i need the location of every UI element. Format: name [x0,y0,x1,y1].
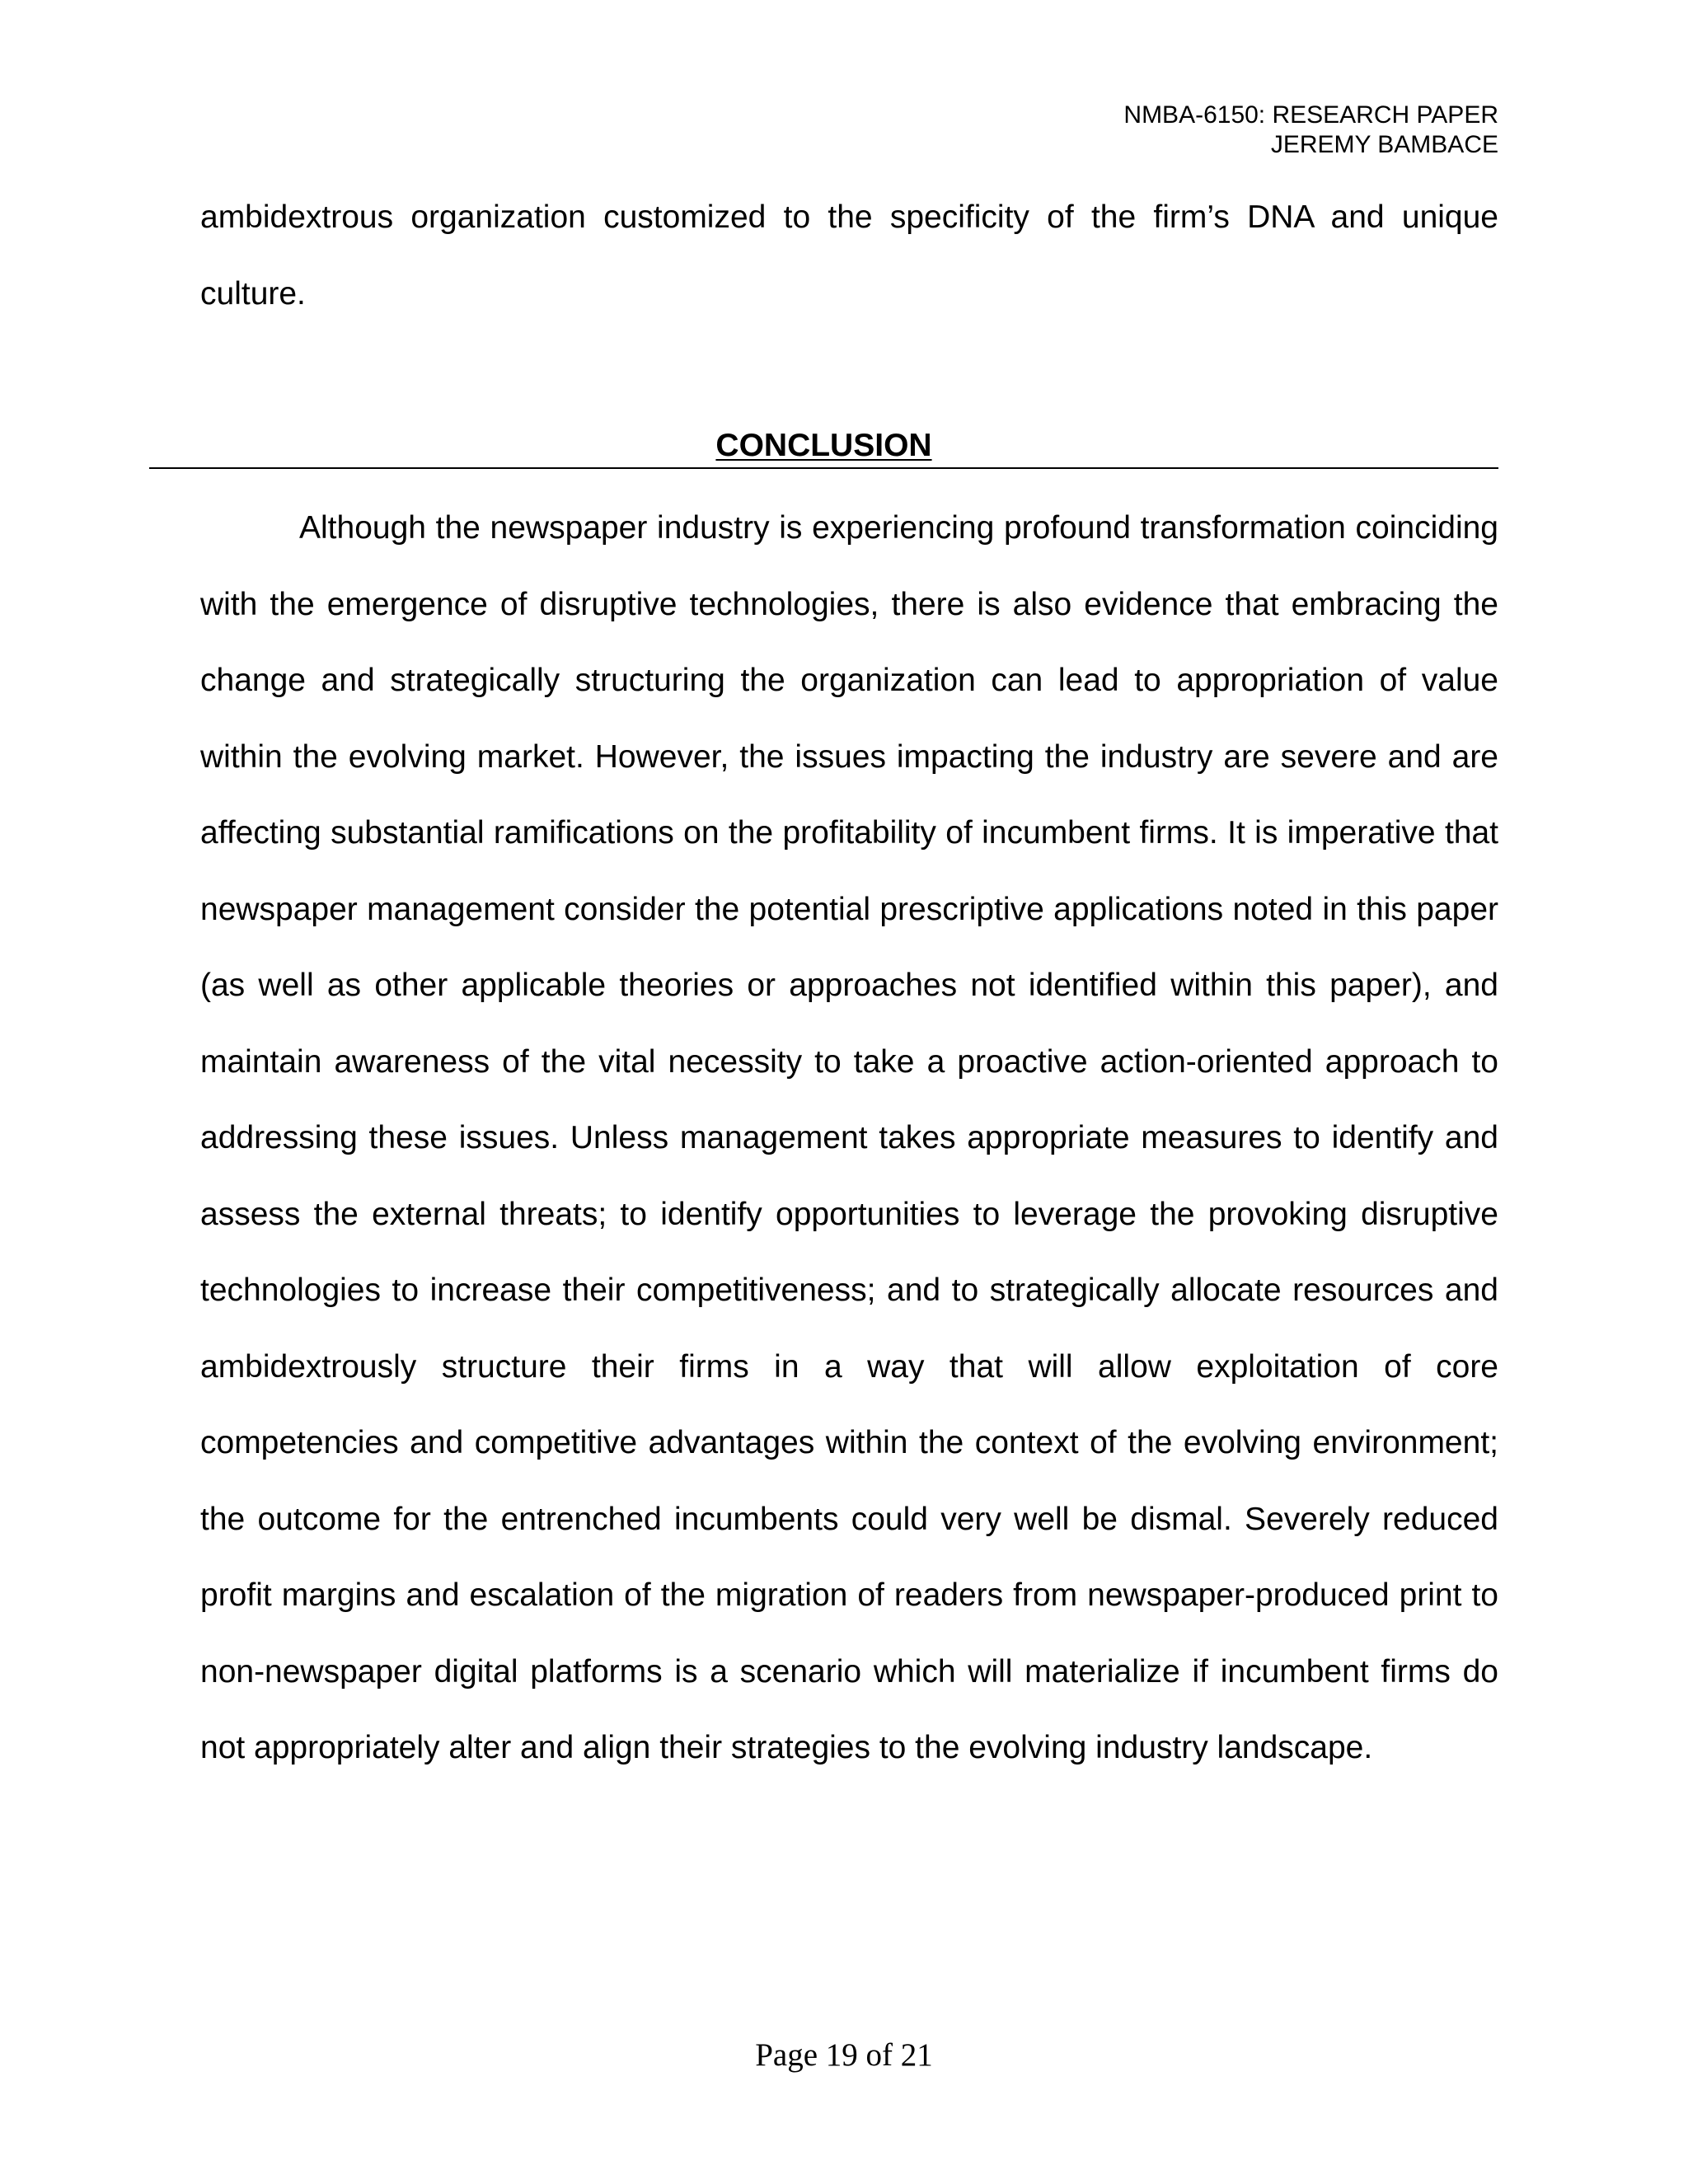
section-heading-text: CONCLUSION [715,428,932,463]
page-number: Page 19 of 21 [755,2037,933,2073]
conclusion-paragraph: Although the newspaper industry is experiencing profound transformation coinciding with the emergence of disruptive technologies, there is also evidence that embracing the change and strategically structuring the organization can lead to appropriation of value within the evolving market. However, the issues impacting the industry are severe and are affecting substantial ramifications on the profitability of incumbent firms. It is imperative that newspaper management consider the potential prescriptive applications noted in this paper (as well as other applicable theories or approaches not identified within this paper), and maintain awareness of the vital necessity to take a proactive action-oriented approach to addressing these issues. Unless management takes appropriate measures to identify and assess the external threats; to identify opportunities to leverage the provoking disruptive technologies to increase their competitiveness; and to strategically allocate resources and ambidextrously structure their firms in a way that will allow exploitation of core competencies and competitive advantages within the context of the evolving environment; the outcome for the entrenched incumbents could very well be dismal. Severely reduced profit margins and escalation of the migration of readers from newspaper-produced print to non-newspaper digital platforms is a scenario which will materialize if incumbent firms do not appropriately alter and align their strategies to the evolving industry landscape. [200,510,1498,1765]
header-author: JEREMY BAMBACE [1270,131,1498,158]
running-header [1123,101,1498,160]
intro-paragraph: ambidextrous organization customized to the specificity of the firm’s DNA and unique culture. [200,199,1498,312]
header-course: NMBA-6150: RESEARCH PAPER [1123,101,1498,129]
section-heading [149,424,1498,469]
